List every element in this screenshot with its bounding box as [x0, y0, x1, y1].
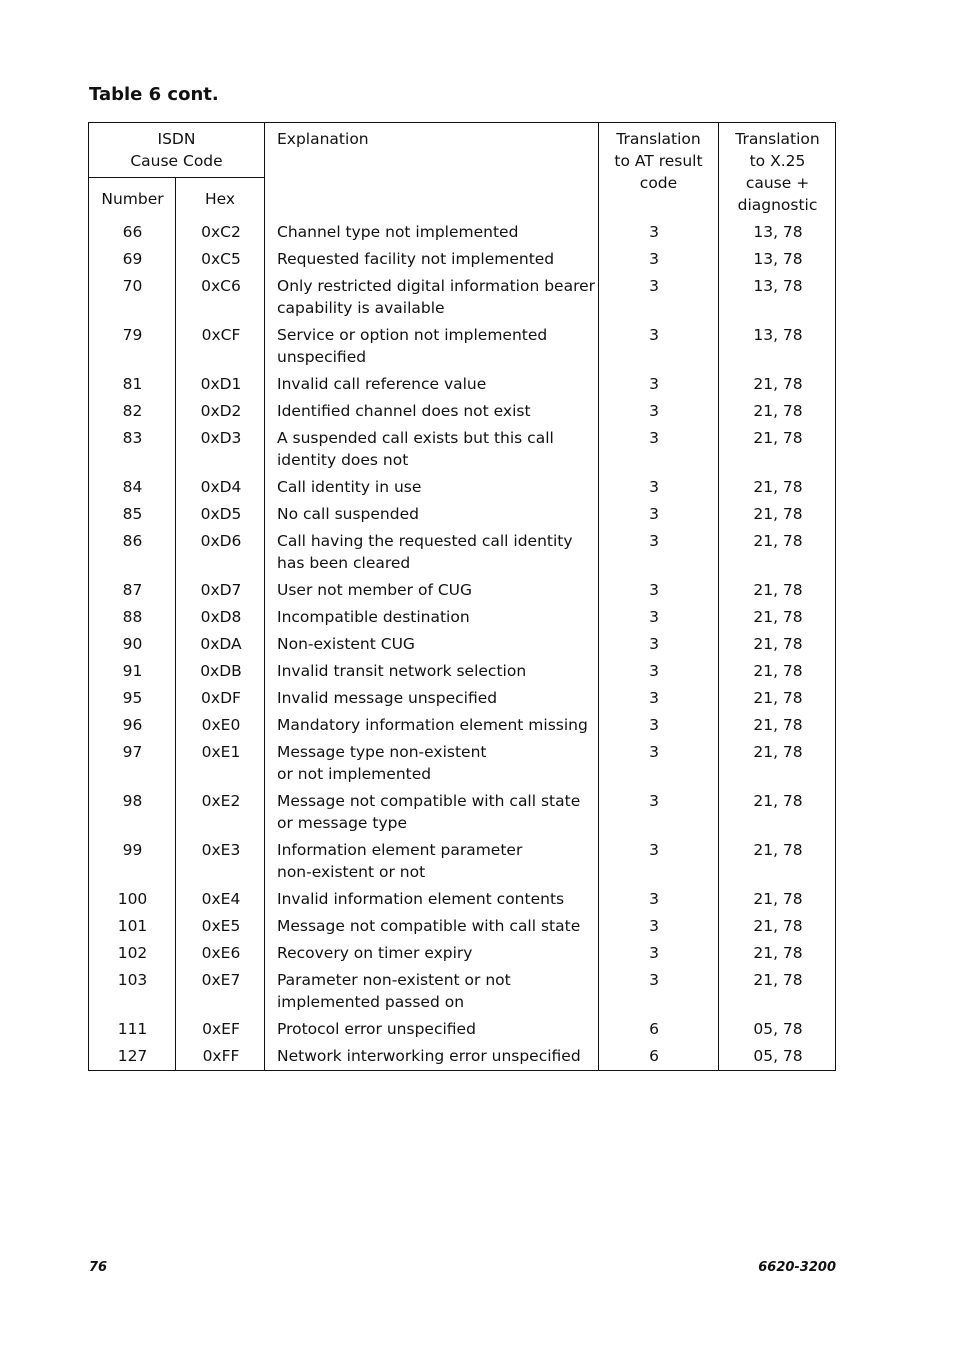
- row-hex: 0xDB: [200, 662, 242, 680]
- row-at-result: 3: [649, 662, 659, 680]
- row-x25: 05, 78: [753, 1020, 803, 1038]
- row-at-result: 3: [649, 277, 659, 295]
- row-explanation: Parameter non-existent or not implemented passed on: [277, 971, 511, 1011]
- row-hex: 0xD1: [200, 375, 242, 393]
- row-number: 111: [117, 1020, 148, 1038]
- row-number: 70: [122, 277, 143, 295]
- row-at-result: 3: [649, 478, 659, 496]
- row-explanation: Message not compatible with call state or message type: [277, 792, 581, 832]
- row-number: 103: [117, 971, 148, 989]
- header-number: Number: [101, 190, 164, 208]
- row-x25: 21, 78: [753, 890, 803, 908]
- row-explanation: Call identity in use: [277, 478, 422, 496]
- row-x25: 21, 78: [753, 743, 803, 761]
- row-number: 69: [122, 250, 143, 268]
- row-explanation: Message not compatible with call state: [277, 917, 581, 935]
- header-at-result: Translation to AT result code: [614, 130, 703, 192]
- row-hex: 0xE3: [201, 841, 241, 859]
- row-at-result: 3: [649, 223, 659, 241]
- row-hex: 0xC5: [201, 250, 241, 268]
- row-hex: 0xD6: [200, 532, 242, 550]
- row-at-result: 3: [649, 841, 659, 859]
- row-number: 87: [122, 581, 143, 599]
- row-hex: 0xEF: [202, 1020, 240, 1038]
- row-explanation: Only restricted digital information bearer capability is available: [277, 277, 596, 317]
- row-explanation: Recovery on timer expiry: [277, 944, 473, 962]
- row-hex: 0xE7: [201, 971, 241, 989]
- row-number: 83: [122, 429, 143, 447]
- row-explanation: Invalid message unspecified: [277, 689, 498, 707]
- row-x25: 21, 78: [753, 375, 803, 393]
- row-at-result: 3: [649, 429, 659, 447]
- row-number: 101: [117, 917, 148, 935]
- row-explanation: Channel type not implemented: [277, 223, 519, 241]
- document-number: 6620-3200: [758, 1260, 836, 1275]
- row-x25: 21, 78: [753, 532, 803, 550]
- row-at-result: 3: [649, 635, 659, 653]
- row-at-result: 3: [649, 326, 659, 344]
- row-hex: 0xC6: [201, 277, 241, 295]
- row-number: 91: [122, 662, 143, 680]
- row-hex: 0xD4: [200, 478, 242, 496]
- row-at-result: 3: [649, 716, 659, 734]
- row-x25: 21, 78: [753, 944, 803, 962]
- row-explanation: Call having the requested call identity has been cleared: [277, 532, 573, 572]
- row-explanation: A suspended call exists but this call identity does not: [277, 429, 554, 469]
- row-explanation: Non-existent CUG: [277, 635, 415, 653]
- row-hex: 0xD5: [200, 505, 242, 523]
- row-x25: 13, 78: [753, 223, 803, 241]
- row-at-result: 3: [649, 402, 659, 420]
- header-explanation: Explanation: [277, 130, 369, 148]
- row-explanation: Invalid transit network selection: [277, 662, 527, 680]
- row-x25: 21, 78: [753, 505, 803, 523]
- row-x25: 21, 78: [753, 608, 803, 626]
- table-title: Table 6 cont.: [89, 84, 219, 105]
- row-at-result: 6: [649, 1020, 659, 1038]
- row-hex: 0xC2: [201, 223, 241, 241]
- row-x25: 21, 78: [753, 792, 803, 810]
- row-at-result: 3: [649, 890, 659, 908]
- row-number: 88: [122, 608, 143, 626]
- row-explanation: Information element parameter non-existent or not: [277, 841, 523, 881]
- row-x25: 13, 78: [753, 250, 803, 268]
- row-x25: 21, 78: [753, 478, 803, 496]
- row-at-result: 3: [649, 505, 659, 523]
- row-x25: 05, 78: [753, 1047, 803, 1065]
- row-at-result: 3: [649, 944, 659, 962]
- row-x25: 21, 78: [753, 689, 803, 707]
- row-hex: 0xE2: [201, 792, 241, 810]
- row-explanation: Invalid information element contents: [277, 890, 565, 908]
- row-hex: 0xDA: [200, 635, 242, 653]
- row-x25: 21, 78: [753, 841, 803, 859]
- header-cause-code: ISDN Cause Code: [130, 130, 223, 170]
- row-explanation: Message type non-existent or not implemented: [277, 743, 487, 783]
- row-explanation: Network interworking error unspecified: [277, 1047, 581, 1065]
- row-hex: 0xFF: [202, 1047, 240, 1065]
- row-number: 66: [122, 223, 143, 241]
- row-number: 96: [122, 716, 143, 734]
- row-x25: 21, 78: [753, 402, 803, 420]
- row-explanation: Service or option not implemented unspecified: [277, 326, 548, 366]
- row-explanation: Protocol error unspecified: [277, 1020, 476, 1038]
- row-explanation: Requested facility not implemented: [277, 250, 555, 268]
- row-number: 86: [122, 532, 143, 550]
- row-x25: 21, 78: [753, 429, 803, 447]
- row-at-result: 3: [649, 250, 659, 268]
- row-explanation: No call suspended: [277, 505, 419, 523]
- row-number: 81: [122, 375, 143, 393]
- row-at-result: 3: [649, 792, 659, 810]
- row-x25: 21, 78: [753, 917, 803, 935]
- row-hex: 0xD2: [200, 402, 242, 420]
- row-at-result: 3: [649, 532, 659, 550]
- row-number: 98: [122, 792, 143, 810]
- row-at-result: 3: [649, 608, 659, 626]
- row-x25: 21, 78: [753, 662, 803, 680]
- row-at-result: 3: [649, 689, 659, 707]
- row-at-result: 3: [649, 375, 659, 393]
- row-hex: 0xD8: [200, 608, 242, 626]
- row-number: 127: [117, 1047, 148, 1065]
- row-number: 82: [122, 402, 143, 420]
- row-hex: 0xE1: [201, 743, 241, 761]
- divider-cause-code: [89, 177, 264, 178]
- row-at-result: 6: [649, 1047, 659, 1065]
- row-hex: 0xCF: [201, 326, 241, 344]
- row-at-result: 3: [649, 917, 659, 935]
- row-at-result: 3: [649, 581, 659, 599]
- row-number: 84: [122, 478, 143, 496]
- row-number: 99: [122, 841, 143, 859]
- row-explanation: Identified channel does not exist: [277, 402, 531, 420]
- page-number: 76: [89, 1260, 108, 1275]
- header-hex: Hex: [204, 190, 236, 208]
- row-number: 85: [122, 505, 143, 523]
- row-hex: 0xD7: [200, 581, 242, 599]
- row-hex: 0xE4: [201, 890, 241, 908]
- row-at-result: 3: [649, 743, 659, 761]
- row-hex: 0xE6: [201, 944, 241, 962]
- row-x25: 21, 78: [753, 635, 803, 653]
- row-number: 102: [117, 944, 148, 962]
- row-hex: 0xDF: [201, 689, 241, 707]
- row-number: 97: [122, 743, 143, 761]
- row-explanation: Mandatory information element missing: [277, 716, 588, 734]
- row-hex: 0xE5: [201, 917, 241, 935]
- row-explanation: User not member of CUG: [277, 581, 473, 599]
- cause-code-table: [88, 122, 836, 1071]
- row-number: 100: [117, 890, 148, 908]
- row-x25: 13, 78: [753, 277, 803, 295]
- row-x25: 21, 78: [753, 716, 803, 734]
- row-hex: 0xE0: [201, 716, 241, 734]
- row-number: 79: [122, 326, 143, 344]
- row-explanation: Invalid call reference value: [277, 375, 487, 393]
- row-hex: 0xD3: [200, 429, 242, 447]
- row-x25: 21, 78: [753, 581, 803, 599]
- row-x25: 21, 78: [753, 971, 803, 989]
- row-at-result: 3: [649, 971, 659, 989]
- row-x25: 13, 78: [753, 326, 803, 344]
- row-number: 90: [122, 635, 143, 653]
- row-explanation: Incompatible destination: [277, 608, 470, 626]
- row-number: 95: [122, 689, 143, 707]
- header-x25: Translation to X.25 cause + diagnostic: [735, 130, 820, 214]
